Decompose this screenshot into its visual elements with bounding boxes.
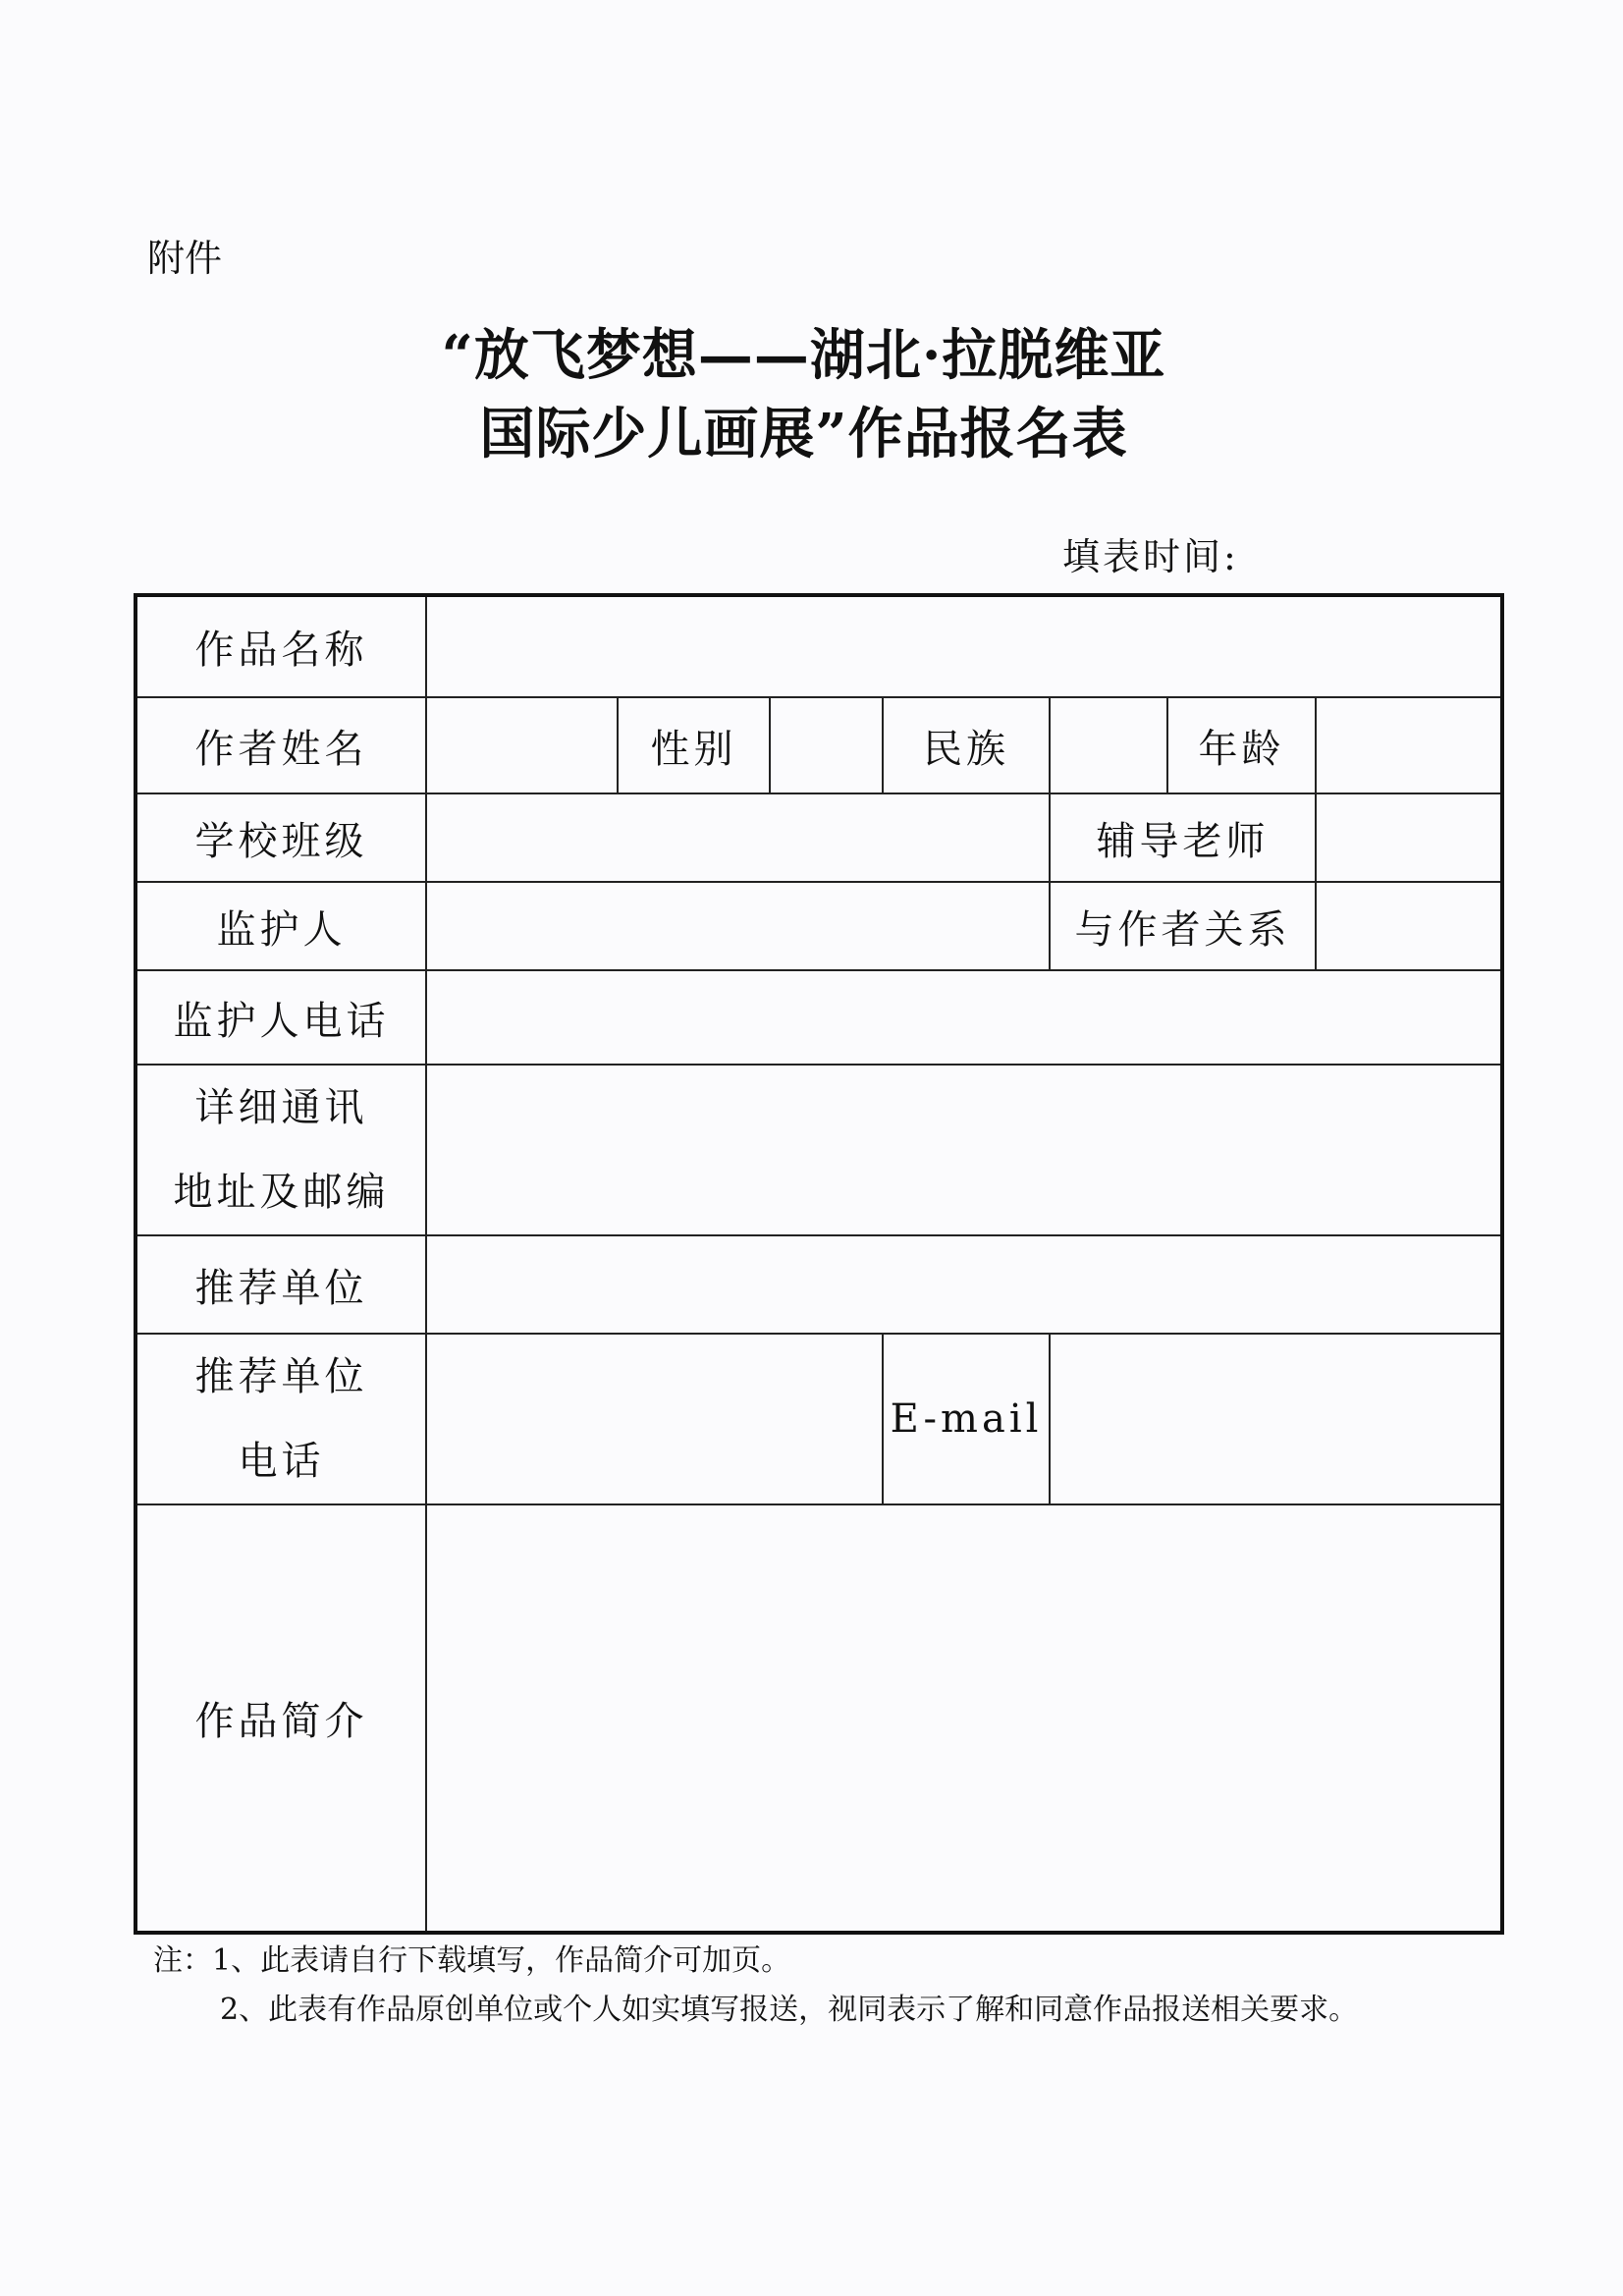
note-2: 2、此表有作品原创单位或个人如实填写报送，视同表示了解和同意作品报送相关要求。	[220, 1993, 1359, 2027]
address-label-line1: 详细通讯	[194, 1085, 368, 1130]
recommend-phone-label-line1: 推荐单位	[194, 1354, 368, 1399]
guardian-field[interactable]	[426, 882, 1050, 970]
guardian-phone-label: 监护人电话	[135, 970, 426, 1065]
address-field[interactable]	[426, 1065, 1502, 1235]
row-work-intro	[135, 1504, 1502, 1933]
recommend-phone-label-line2: 电话	[238, 1439, 325, 1484]
author-name-field[interactable]	[426, 697, 618, 793]
ethnicity-label: 民族	[883, 697, 1050, 793]
row-author	[135, 697, 1502, 793]
work-intro-label: 作品简介	[135, 1504, 426, 1933]
gender-field[interactable]	[770, 697, 883, 793]
guardian-phone-field[interactable]	[426, 970, 1502, 1065]
recommend-phone-field[interactable]	[426, 1334, 883, 1504]
note-1: 注：1、此表请自行下载填写，作品简介可加页。	[153, 1943, 791, 1978]
address-label-line2: 地址及邮编	[173, 1170, 390, 1215]
email-field[interactable]	[1050, 1334, 1502, 1504]
email-label: E-mail	[883, 1334, 1050, 1504]
work-name-field[interactable]	[426, 595, 1502, 697]
form-title-line2: 国际少儿画展”作品报名表	[479, 402, 1128, 466]
notes	[153, 1937, 1358, 2035]
registration-form-table	[134, 593, 1504, 1935]
row-guardian-phone	[135, 970, 1502, 1065]
row-guardian	[135, 882, 1502, 970]
work-name-label: 作品名称	[135, 595, 426, 697]
guardian-label: 监护人	[135, 882, 426, 970]
recommend-unit-field[interactable]	[426, 1235, 1502, 1334]
address-label	[135, 1065, 426, 1235]
row-recommend-phone	[135, 1334, 1502, 1504]
age-field[interactable]	[1316, 697, 1502, 793]
recommend-unit-label: 推荐单位	[135, 1235, 426, 1334]
relation-field[interactable]	[1316, 882, 1502, 970]
school-class-label: 学校班级	[135, 793, 426, 882]
author-name-label: 作者姓名	[135, 697, 426, 793]
school-class-field[interactable]	[426, 793, 1050, 882]
ethnicity-field[interactable]	[1050, 697, 1167, 793]
age-label: 年龄	[1167, 697, 1316, 793]
work-intro-field[interactable]	[426, 1504, 1502, 1933]
tutor-field[interactable]	[1316, 793, 1502, 882]
recommend-phone-label	[135, 1334, 426, 1504]
relation-label: 与作者关系	[1050, 882, 1316, 970]
row-work-name	[135, 595, 1502, 697]
fill-time-label: 填表时间:	[1062, 535, 1239, 578]
attachment-label: 附件	[147, 237, 223, 280]
row-address	[135, 1065, 1502, 1235]
row-recommend-unit	[135, 1235, 1502, 1334]
row-school	[135, 793, 1502, 882]
form-title-line1: “放飞梦想——湖北·拉脱维亚	[441, 323, 1166, 388]
tutor-label: 辅导老师	[1050, 793, 1316, 882]
gender-label: 性别	[618, 697, 770, 793]
